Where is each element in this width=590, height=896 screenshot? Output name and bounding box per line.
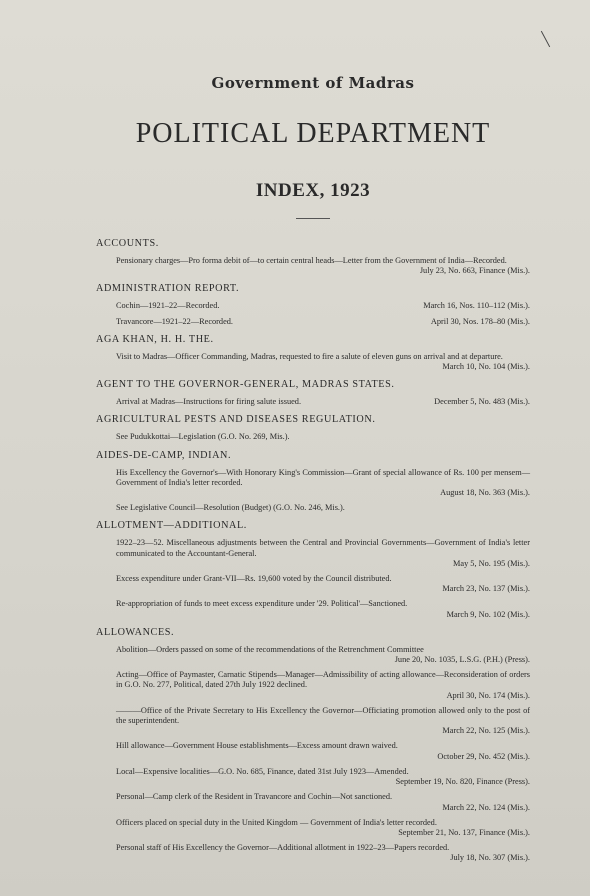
entry-reference: March 23, No. 137 (Mis.).: [442, 584, 530, 594]
section-title: AGRICULTURAL PESTS AND DISEASES REGULATION.: [96, 414, 376, 426]
section-title: ALLOWANCES.: [96, 626, 175, 638]
entry-reference: June 20, No. 1035, L.S.G. (P.H.) (Press).: [394, 655, 530, 665]
entry-reference: April 30, No. 174 (Mis.).: [446, 690, 530, 700]
entry-text: Local—Expensive localities—G.O. No. 685, Finance, dated 31st July 1923—Amended.: [116, 766, 409, 776]
entry-text: See Legislative Council—Resolution (Budget) (G.O. No. 246, Mis.).: [116, 503, 345, 513]
index-entry: [116, 706, 530, 737]
index-entry: [116, 301, 530, 311]
index-entry: [116, 574, 530, 594]
section-title: AGA KHAN, H. H. THE.: [96, 333, 214, 345]
entry-reference: August 18, No. 363 (Mis.).: [440, 488, 530, 498]
entry-text: Re-appropriation of funds to meet excess expenditure under '29. Political'—Sanctioned.: [116, 599, 408, 609]
entry-text: Abolition—Orders passed on some of the recommendations of the Retrenchment Committee: [116, 644, 424, 654]
pencil-mark: [541, 31, 550, 47]
index-section: [96, 449, 530, 514]
index-sections: [96, 237, 530, 864]
entry-reference: September 21, No. 137, Finance (Mis.).: [398, 827, 530, 837]
section-title: ALLOTMENT—ADDITIONAL.: [96, 520, 247, 532]
entry-reference: March 10, No. 104 (Mis.).: [442, 362, 530, 372]
entry-text: Officers placed on special duty in the United Kingdom — Government of India's letter recorded.: [116, 817, 437, 827]
entry-text: Acting—Office of Paymaster, Carnatic Stipends—Manager—Admissibility of acting allowance—Reconsideration of orders in G.O. No. 277, Political, dated 27th July 1922 declined.: [116, 670, 530, 690]
index-entry: [116, 397, 530, 407]
entry-reference: July 18, No. 307 (Mis.).: [450, 853, 530, 863]
entry-text: Arrival at Madras—Instructions for firing salute issued.: [116, 397, 302, 407]
section-title: ADMINISTRATION REPORT.: [96, 283, 240, 295]
index-section: [96, 237, 530, 276]
index-section: [96, 519, 530, 619]
entry-reference: March 22, No. 124 (Mis.).: [442, 802, 530, 812]
index-heading: INDEX, 1923: [255, 180, 371, 201]
entry-text: Pensionary charges—Pro forma debit of—to certain central heads—Letter from the Government of India—Recorded.: [116, 256, 507, 265]
index-entry: [116, 432, 530, 442]
index-entry: [116, 767, 530, 787]
index-section: [96, 413, 530, 442]
index-entry: [116, 843, 530, 863]
index-section: [96, 282, 530, 326]
section-title: AGENT TO THE GOVERNOR-GENERAL, MADRAS STATES.: [96, 379, 395, 391]
index-entry: [116, 670, 530, 701]
entry-reference: March 9, No. 102 (Mis.).: [446, 609, 530, 619]
index-entry: [116, 538, 530, 569]
entry-text: Cochin—1921–22—Recorded.: [116, 301, 220, 311]
entry-text: See Pudukkottai—Legislation (G.O. No. 269, Mis.).: [116, 432, 290, 442]
index-section: [96, 626, 530, 864]
entry-reference: April 30, Nos. 178–80 (Mis.).: [430, 316, 530, 326]
entry-text: ———Office of the Private Secretary to His Excellency the Governor—Officiating promotion allowed only to the post of the superintendent.: [116, 705, 530, 726]
index-entry: [116, 317, 530, 327]
entry-text: Personal—Camp clerk of the Resident in Travancore and Cochin—Not sanctioned.: [116, 792, 393, 802]
index-entry: [116, 792, 530, 812]
index-entry: [116, 352, 530, 372]
entry-reference: May 5, No. 195 (Mis.).: [453, 558, 530, 568]
entry-reference: March 16, Nos. 110–112 (Mis.).: [423, 301, 530, 311]
entry-reference: December 5, No. 483 (Mis.).: [434, 397, 530, 407]
section-title: AIDES-DE-CAMP, INDIAN.: [96, 449, 232, 461]
entry-text: His Excellency the Governor's—With Honorary King's Commission—Grant of special allowance of Rs. 100 per mensem—Government of India's letter recorded.: [116, 467, 530, 487]
entry-text: Hill allowance—Government House establishments—Excess amount drawn waived.: [116, 741, 398, 751]
entry-reference: March 22, No. 125 (Mis.).: [442, 726, 530, 736]
index-entry: [116, 468, 530, 499]
divider-rule: [296, 218, 330, 219]
entry-text: Excess expenditure under Grant-VII—Rs. 19,600 voted by the Council distributed.: [116, 574, 392, 584]
index-section: [96, 378, 530, 407]
index-entry: [116, 599, 530, 619]
index-entry: [116, 256, 530, 276]
entry-reference: October 29, No. 452 (Mis.).: [437, 751, 530, 761]
entry-reference: September 19, No. 820, Finance (Press).: [395, 777, 530, 787]
index-entry: [116, 645, 530, 665]
department-heading: POLITICAL DEPARTMENT: [135, 118, 491, 149]
section-title: ACCOUNTS.: [96, 238, 159, 249]
index-section: [96, 333, 530, 372]
entry-text: 1922–23—52. Miscellaneous adjustments between the Central and Provincial Governments—Government of India's letter communicated to the Accountant-General.: [116, 538, 530, 558]
entry-text: Personal staff of His Excellency the Governor—Additional allotment in 1922–23—Papers recorded.: [116, 843, 450, 853]
index-entry: [116, 741, 530, 761]
index-entry: [116, 818, 530, 838]
entry-text: Visit to Madras—Officer Commanding, Madras, requested to fire a salute of eleven guns on arrival and at departure.: [116, 351, 503, 361]
government-heading: Government of Madras: [211, 74, 415, 92]
index-entry: [116, 503, 530, 513]
entry-text: Travancore—1921–22—Recorded.: [116, 316, 233, 326]
entry-reference: July 23, No. 663, Finance (Mis.).: [419, 266, 530, 276]
